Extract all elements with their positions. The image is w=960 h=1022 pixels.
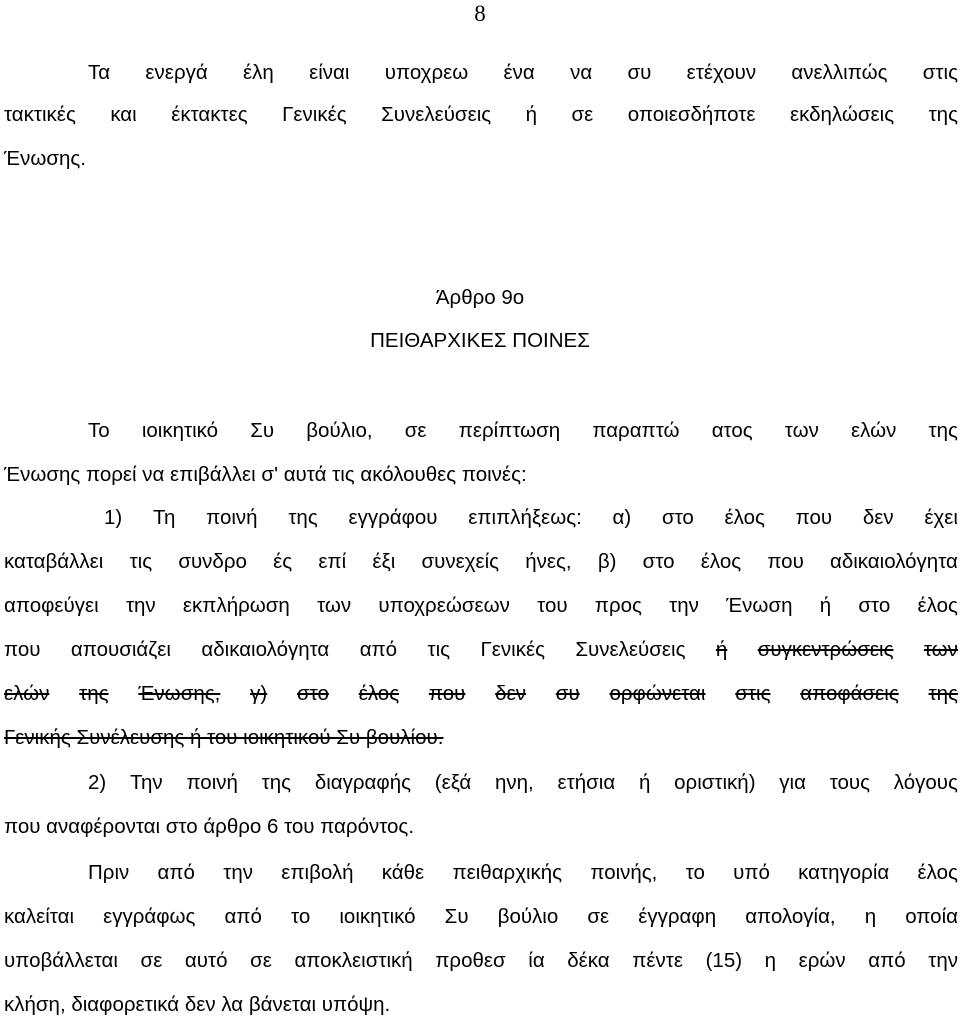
word: της — [928, 103, 958, 126]
word: Συνελεύσεις — [575, 638, 686, 661]
word: τους — [829, 771, 871, 794]
word: την — [669, 594, 699, 617]
word: 2) — [88, 771, 107, 794]
word: της — [288, 506, 318, 529]
paragraph-3-line-3 — [4, 948, 958, 974]
paragraph-3-line-4: κλήση, διαφορετικά δεν λα βάνεται υπόψη. — [4, 993, 391, 1016]
word: αδικαιολόγητα — [201, 638, 330, 661]
word: ερών — [798, 949, 846, 972]
item-1-line-4 — [4, 637, 958, 663]
word: βούλιο — [497, 905, 559, 928]
word: ορφώνεται — [609, 682, 706, 705]
word: έχει — [924, 506, 958, 529]
word: σε — [587, 905, 610, 928]
word: Την — [130, 771, 163, 794]
word: προς — [594, 594, 642, 617]
word: Ένωση — [726, 594, 793, 617]
word: από — [868, 949, 906, 972]
word: ανελλιπώς — [791, 61, 888, 84]
word: ετήσια — [557, 771, 616, 794]
word: της — [261, 771, 292, 794]
word: Συ — [444, 905, 469, 928]
word: τις — [129, 550, 153, 573]
word: αποφεύγει — [4, 594, 99, 617]
word: από — [359, 638, 398, 661]
word: Τη — [152, 506, 176, 529]
word: δέκα — [567, 949, 610, 972]
word: ήνες, — [525, 550, 572, 573]
word: δεν — [862, 506, 894, 529]
word: διαγραφής — [314, 771, 411, 794]
word: έξι — [372, 550, 396, 573]
word: η — [864, 905, 877, 928]
word: αυτό — [184, 949, 228, 972]
item-1-line-5-struck — [4, 681, 958, 707]
word: από — [224, 905, 262, 928]
word: συ — [627, 61, 652, 84]
word: η — [764, 949, 777, 972]
word: συνεχείς — [421, 550, 500, 573]
word: απουσιάζει — [70, 638, 171, 661]
word: εκπλήρωση — [182, 594, 290, 617]
word: είναι — [309, 61, 350, 84]
word: έλος — [358, 682, 400, 705]
word: που — [795, 506, 833, 529]
word: ποινή — [206, 506, 258, 529]
word: οποία — [905, 905, 958, 928]
word: υποχρεώσεων — [378, 594, 510, 617]
word: β) — [597, 550, 617, 573]
paragraph-1-line-3: Ένωσης. — [4, 147, 86, 170]
word: στο — [297, 682, 329, 705]
word: καλείται — [4, 905, 75, 928]
word: των — [784, 419, 819, 442]
word: της — [79, 682, 109, 705]
word: του — [537, 594, 568, 617]
word: την — [125, 594, 156, 617]
word: πειθαρχικής — [452, 861, 563, 884]
word: έλος — [700, 550, 742, 573]
word: αποφάσεις — [800, 682, 899, 705]
word: την — [928, 949, 958, 972]
word: στο — [642, 550, 675, 573]
word: συ — [555, 682, 580, 705]
word: ή — [819, 594, 832, 617]
word: που — [4, 638, 41, 661]
word: ετέχουν — [686, 61, 757, 84]
word: την — [223, 861, 253, 884]
word: συγκεντρώσεις — [757, 638, 894, 661]
word: να — [570, 61, 593, 84]
word: Πριν — [88, 861, 130, 884]
word: έλος — [917, 861, 958, 884]
word: ποινή — [186, 771, 238, 794]
word: κάθε — [381, 861, 425, 884]
word: ή — [525, 103, 538, 126]
paragraph-3-line-1 — [88, 860, 958, 886]
word: καταβάλλει — [4, 550, 104, 573]
word: το — [685, 861, 705, 884]
word: επιπλήξεως: — [468, 506, 582, 529]
paragraph-2-line-2: Ένωσης πορεί να επιβάλλει σ' αυτά τις ακόλουθες ποινές: — [4, 463, 527, 486]
word: επιβολή — [281, 861, 354, 884]
word: εγγράφου — [348, 506, 438, 529]
word: αδικαιολόγητα — [829, 550, 958, 573]
word: Γενικές — [282, 103, 347, 126]
word: έλη — [243, 61, 274, 84]
word: προθεσ — [435, 949, 506, 972]
item-2-line-2: που αναφέρονται στο άρθρο 6 του παρόντος. — [4, 815, 415, 838]
word: ατος — [711, 419, 753, 442]
word: Το — [88, 419, 110, 442]
word: στο — [661, 506, 694, 529]
word: οποιεσδήποτε — [627, 103, 756, 126]
word: στις — [922, 61, 958, 84]
word: ηνη, — [494, 771, 534, 794]
word: στο — [858, 594, 891, 617]
word: ές — [273, 550, 293, 573]
word: συνδρο — [178, 550, 247, 573]
article-heading: Άρθρο 9ο — [435, 286, 525, 309]
word: ενεργά — [145, 61, 208, 84]
article-title: ΠΕΙΘΑΡΧΙΚΕΣ ΠΟΙΝΕΣ — [370, 329, 590, 352]
word: σε — [404, 419, 427, 442]
word: έλος — [917, 594, 958, 617]
word: Συ — [250, 419, 275, 442]
word: αποκλειστική — [294, 949, 413, 972]
item-1-line-6-struck — [4, 725, 958, 751]
word: δεν — [495, 682, 526, 705]
word: ποινής, — [590, 861, 658, 884]
word: (εξά — [434, 771, 472, 794]
word: κατηγορία — [798, 861, 890, 884]
item-1-line-3 — [4, 593, 958, 619]
word: ελών — [4, 682, 50, 705]
word: επί — [318, 550, 347, 573]
word: σε — [250, 949, 272, 972]
word: υπό — [733, 861, 770, 884]
word: Συνελεύσεις — [381, 103, 492, 126]
word: έλος — [724, 506, 765, 529]
paragraph-1-line-1 — [88, 60, 958, 86]
paragraph-1-line-2 — [4, 102, 958, 128]
word: των — [317, 594, 352, 617]
word: εγγράφως — [103, 905, 196, 928]
word: των — [923, 638, 958, 661]
word: τακτικές — [4, 103, 76, 126]
item-2-line-1 — [88, 770, 958, 796]
item-1-line-2 — [4, 549, 958, 575]
word: ή — [638, 771, 651, 794]
word: ιοικητικό — [339, 905, 416, 928]
word: υποχρεω — [384, 61, 469, 84]
word: και — [110, 103, 137, 126]
word: έγγραφη — [638, 905, 717, 928]
word: α) — [612, 506, 632, 529]
word: 1) — [104, 506, 123, 529]
word: Τα — [88, 61, 111, 84]
word: σε — [140, 949, 163, 972]
word: σε — [571, 103, 594, 126]
word: που — [428, 682, 466, 705]
word: ένα — [503, 61, 535, 84]
paragraph-2-line-1 — [88, 418, 958, 444]
word: εκδηλώσεις — [789, 103, 895, 126]
item-1-line-6-text: Γενικής Συνέλευσης ή του ιοικητικού Συ βουλίου. — [4, 726, 444, 749]
word: (15) — [705, 949, 743, 972]
word: περίπτωση — [458, 419, 561, 442]
word: τις — [427, 638, 451, 661]
word: της — [928, 682, 958, 705]
word: έκτακτες — [171, 103, 248, 126]
word: λόγους — [893, 771, 958, 794]
word: Γενικές — [480, 638, 545, 661]
word: πέντε — [632, 949, 684, 972]
word: παραπτώ — [592, 419, 680, 442]
word: ελών — [851, 419, 897, 442]
word: που — [767, 550, 804, 573]
word: για — [779, 771, 806, 794]
word: ή — [715, 638, 728, 661]
word: στις — [735, 682, 771, 705]
word: ία — [528, 949, 545, 972]
word: το — [291, 905, 311, 928]
item-1-line-1 — [104, 505, 958, 531]
word: Ένωσης, — [138, 682, 221, 705]
word: βούλιο, — [306, 419, 373, 442]
word: υποβάλλεται — [4, 949, 118, 972]
word: γ) — [250, 682, 268, 705]
word: απολογία, — [745, 905, 836, 928]
word: οριστική) — [674, 771, 756, 794]
word: της — [928, 419, 958, 442]
word: ιοικητικό — [141, 419, 219, 442]
paragraph-3-line-2 — [4, 904, 958, 930]
page-number: 8 — [474, 1, 486, 26]
word: από — [157, 861, 195, 884]
